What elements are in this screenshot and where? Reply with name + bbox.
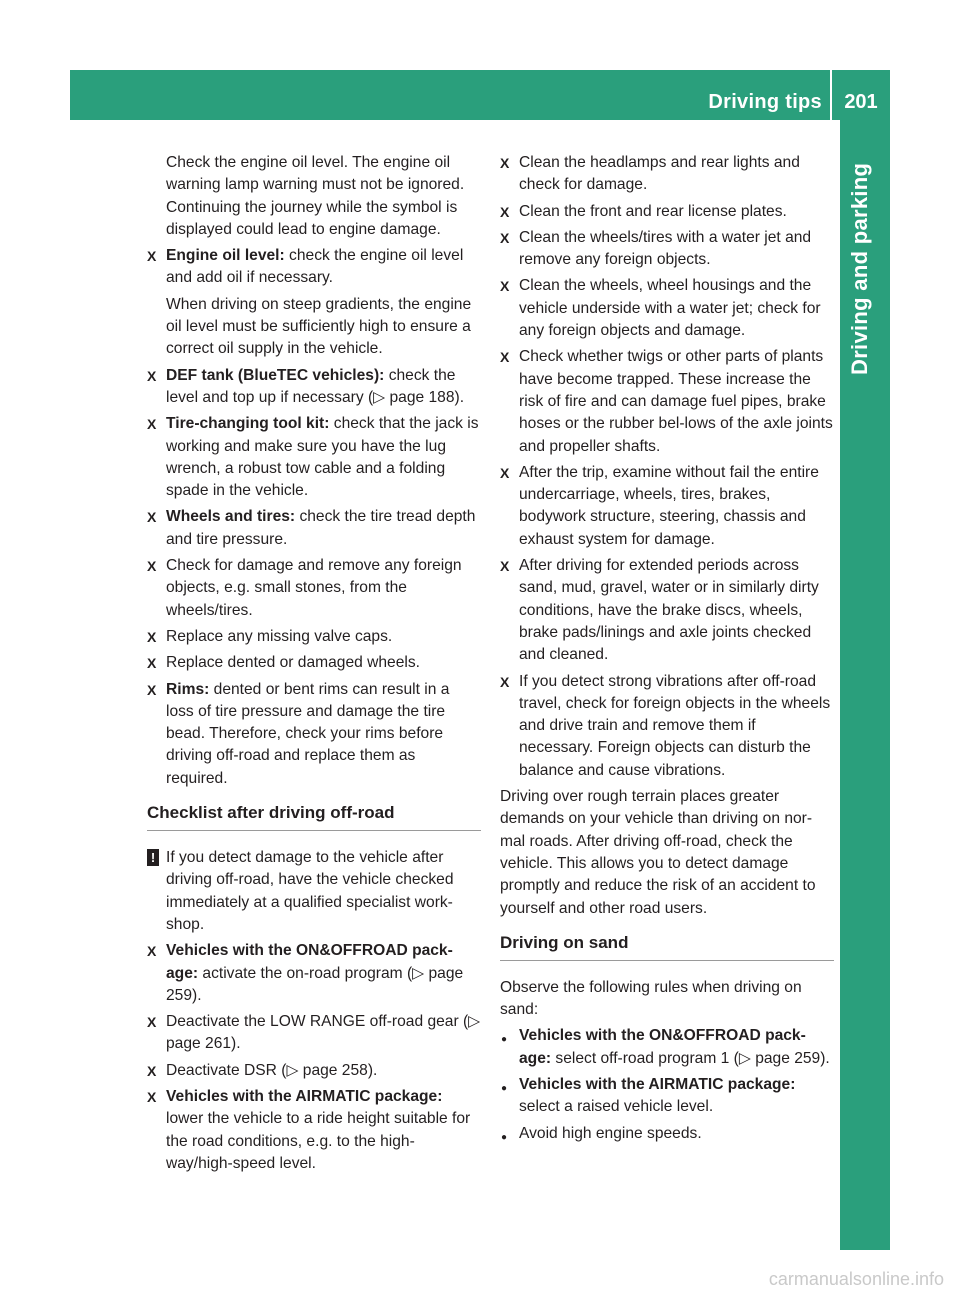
step-arrow-icon: X <box>500 155 510 171</box>
step-arrow-icon: X <box>500 278 510 295</box>
item-bold-label: Rims: <box>166 680 210 698</box>
item-bold-label: Vehicles with the ON&OFFROAD pack-age: <box>166 942 453 982</box>
list-item <box>147 652 481 674</box>
bullet-item <box>500 1123 834 1145</box>
item-text: Check whether twigs or other parts of plants have become trapped. These increase the risk of fire and can damage fuel pipes, brake hoses or the rubber bel-lows of the axle joints and propeller shafts. <box>519 348 833 455</box>
step-arrow-icon: X <box>147 248 157 265</box>
list-item <box>147 413 481 502</box>
item-text: check that the jack is working and make sure you have the lug wrench, a robust tow cable and a folding spade in the vehicle. <box>166 415 479 500</box>
list-item <box>147 940 481 1007</box>
item-text: After the trip, examine without fail the entire undercarriage, wheels, tires, brakes, bodywork structure, steering, chassis and exhaust system for damage. <box>519 463 819 548</box>
list-item <box>147 365 481 410</box>
item-text: check the tire tread depth and tire pressure. <box>166 508 476 548</box>
item-bold-label: DEF tank (BlueTEC vehicles): <box>166 366 385 384</box>
list-item <box>147 1011 481 1056</box>
watermark: carmanualsonline.info <box>768 1269 944 1289</box>
step-arrow-icon: X <box>147 367 157 384</box>
step-arrow-icon: X <box>147 416 157 433</box>
list-item <box>500 201 834 223</box>
list-item <box>147 506 481 551</box>
list-item <box>500 152 834 197</box>
warning-note <box>147 847 481 936</box>
item-text: Deactivate DSR (▷ page 258). <box>166 1061 378 1079</box>
list-item <box>147 679 481 790</box>
list-item <box>500 346 834 457</box>
step-arrow-icon: X <box>500 464 510 481</box>
item-bold-label: Vehicles with the ON&OFFROAD pack-age: <box>519 1027 806 1067</box>
item-bold-label: Vehicles with the AIRMATIC package: <box>519 1075 796 1093</box>
header-divider <box>830 70 832 120</box>
bullet-item <box>500 1025 834 1070</box>
item-bold-label: Vehicles with the AIRMATIC package: <box>166 1087 443 1105</box>
item-text: dented or bent rims can result in a loss of tire pressure and damage the tire bead. Therefore, check your rims before driving off-road and replace them as required. <box>166 680 450 787</box>
item-text: Clean the wheels, wheel housings and the vehicle underside with a water jet; check for any foreign objects and damage. <box>519 277 821 340</box>
step-arrow-icon: X <box>500 558 510 575</box>
item-text: Replace any missing valve caps. <box>166 627 393 645</box>
step-arrow-icon: X <box>147 655 157 672</box>
left-column <box>147 152 481 1179</box>
list-item <box>147 1086 481 1175</box>
step-arrow-icon: X <box>147 1014 157 1031</box>
item-text: select off-road program 1 (▷ page 259). <box>551 1049 830 1067</box>
step-arrow-icon: X <box>500 229 510 246</box>
item-text: Clean the wheels/tires with a water jet and remove any foreign objects. <box>519 228 812 269</box>
intro-text: Observe the following rules when driving on sand: <box>500 978 802 1019</box>
step-arrow-icon: X <box>147 1088 157 1105</box>
list-item <box>500 462 834 551</box>
item-text: After driving for extended periods across sand, mud, gravel, water or in similarly dirty conditions, have the brake discs, wheels, brake pads/linings and axle joints checked and cleaned. <box>519 557 819 664</box>
step-arrow-icon: X <box>500 349 510 366</box>
step-arrow-icon: X <box>500 203 510 220</box>
list-item <box>500 227 834 272</box>
item-text: Clean the headlamps and rear lights and check for damage. <box>519 154 800 194</box>
header-bar <box>70 70 890 120</box>
step-arrow-icon: X <box>147 628 157 645</box>
step-arrow-icon: X <box>147 509 157 526</box>
item-text: check the engine oil level and add oil if necessary. <box>166 247 464 287</box>
list-item <box>500 671 834 782</box>
body-paragraph: Driving over rough terrain places greater demands on your vehicle than driving on nor-mal roads. After driving off-road, check the vehicle. This allows you to detect damage promptly and reduce the risk of an accident to yourself and other road users. <box>500 788 816 917</box>
item-text: Replace dented or damaged wheels. <box>166 654 420 672</box>
page-header-title: Driving tips <box>708 91 822 113</box>
section-heading: Driving on sand <box>500 932 834 961</box>
intro-text: Check the engine oil level. The engine oil warning lamp warning must not be ignored. Continuing the journey while the symbol is displayed could lead to engine damage. <box>166 154 465 238</box>
item-bold-label: Wheels and tires: <box>166 508 296 526</box>
step-arrow-icon: X <box>147 681 157 698</box>
warning-text: If you detect damage to the vehicle after driving off-road, have the vehicle checked immediately at a qualified specialist work-shop. <box>166 849 454 933</box>
list-item <box>147 1060 481 1082</box>
item-text: activate the on-road program (▷ page 259). <box>166 964 464 1004</box>
sidebar-section-label: Driving and parking <box>847 162 872 375</box>
item-text: check the level and top up if necessary (▷ page 188). <box>166 366 465 406</box>
warning-exclamation-icon: ! <box>147 849 159 866</box>
step-arrow-icon: X <box>500 673 510 690</box>
item-text: Avoid high engine speeds. <box>519 1124 702 1142</box>
item-text: If you detect strong vibrations after off-road travel, check for foreign objects in the wheels and drive train and remove them if necessary. Foreign objects can disturb the balance and cause vibrations. <box>519 672 831 779</box>
bullet-dot-icon: ● <box>501 1082 508 1094</box>
item-text: Check for damage and remove any foreign objects, e.g. small stones, from the wheels/tires. <box>166 557 462 619</box>
item-bold-label: Engine oil level: <box>166 247 285 265</box>
item-text: lower the vehicle to a ride height suitable for the road conditions, e.g. to the high-way/high-speed level. <box>166 1110 471 1172</box>
item-text: select a raised vehicle level. <box>519 1098 714 1116</box>
item-text: Deactivate the LOW RANGE off-road gear (▷ page 261). <box>166 1013 481 1053</box>
step-arrow-icon: X <box>147 1062 157 1079</box>
list-continuation: When driving on steep gradients, the engine oil level must be sufficiently high to ensure a correct oil supply in the vehicle. <box>166 295 472 358</box>
sidebar-marker <box>853 450 890 488</box>
right-column <box>500 152 834 1149</box>
item-text: Clean the front and rear license plates. <box>519 202 787 220</box>
list-item <box>147 626 481 648</box>
list-item <box>147 555 481 622</box>
item-bold-label: Tire-changing tool kit: <box>166 415 330 433</box>
bullet-item <box>500 1074 834 1119</box>
bullet-dot-icon: ● <box>501 1131 508 1143</box>
page-number: 201 <box>844 91 878 113</box>
bullet-dot-icon: ● <box>501 1034 508 1046</box>
section-heading: Checklist after driving off-road <box>147 802 481 831</box>
step-arrow-icon: X <box>147 943 157 960</box>
list-item <box>147 245 481 290</box>
list-item <box>500 275 834 342</box>
list-item <box>500 555 834 666</box>
step-arrow-icon: X <box>147 558 157 575</box>
